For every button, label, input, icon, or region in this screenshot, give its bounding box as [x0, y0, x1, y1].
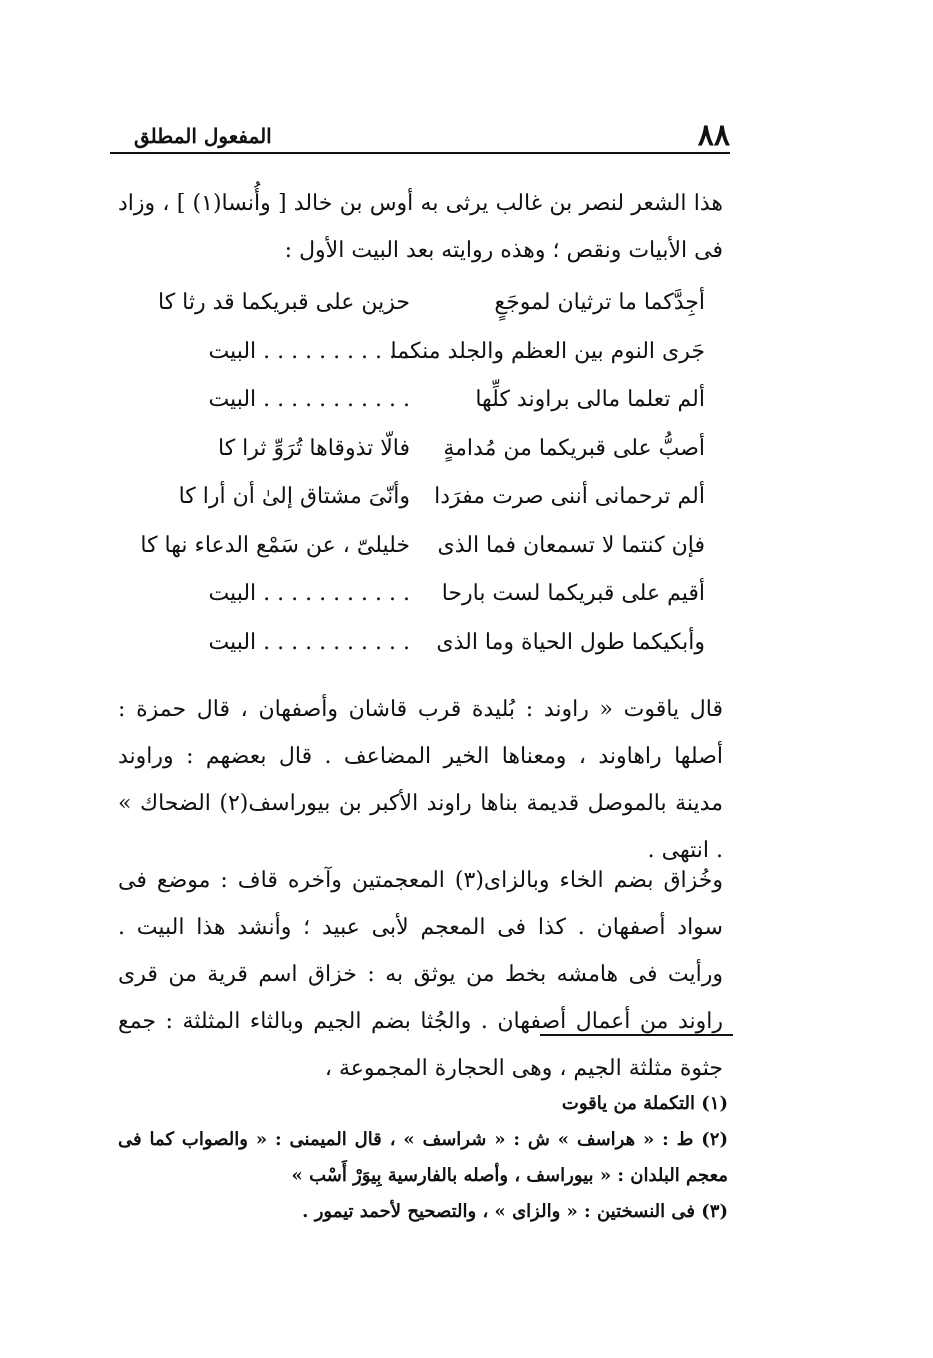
verse-first-hemistich: جَرى النوم بين العظم والجلد منكما	[390, 338, 705, 364]
verse-second-hemistich: . . . . . . . . . . . البيت	[208, 387, 410, 412]
verse-first-hemistich: ألم ترحمانى أننى صرت مفرَدا	[434, 484, 705, 509]
verse-second-hemistich: حزين على قبريكما قد رثا كا	[157, 290, 410, 315]
verse-first-hemistich: وأبكيكما طول الحياة وما الذى	[436, 629, 705, 655]
verse-second-hemistich: وأنّىَ مشتاق إلىٰ أن أرا كا	[178, 484, 410, 509]
verse	[140, 339, 705, 388]
verse	[140, 484, 705, 533]
running-title: المفعول المطلق	[134, 124, 272, 148]
verse-second-hemistich: . . . . . . . . . . . البيت	[208, 581, 410, 606]
verse-first-hemistich: أقيم على قبريكما لست بارحا	[441, 581, 705, 606]
verse-first-hemistich: فإن كنتما لا تسمعان فما الذى	[437, 532, 705, 558]
verse	[140, 290, 705, 339]
poem	[140, 290, 705, 678]
verse	[140, 630, 705, 679]
verse-first-hemistich: أجِدَّكما ما ترثيان لموجَعٍ	[494, 290, 705, 315]
verse-second-hemistich: . . . . . . . . . . . البيت	[208, 629, 410, 655]
verse	[140, 436, 705, 485]
verse-first-hemistich: أصبُّ على قبريكما من مُدامةٍ	[443, 435, 705, 461]
verse	[140, 533, 705, 582]
verse-second-hemistich: فالّا تذوقاها تُرَوِّ ثرا كا	[218, 435, 410, 461]
intro-paragraph: هذا الشعر لنصر بن غالب يرثى به أوس بن خالد [ وأُنسا(١) ] ، وزاد فى الأبيات ونقص ؛ وهذه روايته بعد البيت الأول :	[118, 191, 723, 263]
verse	[140, 387, 705, 436]
header-rule	[110, 152, 730, 154]
footnotes	[118, 1086, 728, 1230]
footnote-2: (٢) ط : « هراسف » ش : « شراسف » ، قال الميمنى : « والصواب كما فى معجم البلدان : « بيوراسف ، وأصله بالفارسية بِيوَرْ أَسْب »	[118, 1129, 728, 1186]
footnote-1: (١) التكملة من ياقوت	[561, 1093, 728, 1114]
verse-second-hemistich: . . . . . . . . . . . البيت	[208, 338, 410, 364]
verse-first-hemistich: ألم تعلما مالى براوند كلِّها	[475, 387, 705, 412]
footnote-rule	[540, 1034, 733, 1036]
verse	[140, 581, 705, 630]
khuzaq-paragraph: وخُزاق بضم الخاء وبالزاى(٣) المعجمتين وآخره قاف : موضع فى سواد أصفهان . كذا فى المعجم لأبى عبيد ؛ وأنشد هذا البيت . ورأيت فى هامشه بخط من يوثق به : خزاق اسم قرية من قرى راوند من أعمال أصفهان . والجُثا بضم الجيم وبالثاء المثلثة : جمع جثوة مثلثة الجيم ، وهى الحجارة المجموعة ،	[118, 868, 724, 1081]
verse-second-hemistich: خليلىّ ، عن سَمْع الدعاء نها كا	[140, 532, 410, 558]
page-number: ٨٨	[697, 118, 730, 153]
page-header	[110, 118, 730, 156]
footnote-3: (٣) فى النسختين : « والزاى » ، والتصحيح لأحمد تيمور .	[302, 1201, 728, 1222]
yaqut-quote-paragraph: قال ياقوت « راوند : بُليدة قرب قاشان وأصفهان ، قال حمزة : أصلها راهاوند ، ومعناها الخير المضاعف . قال بعضهم : وراوند مدينة بالموصل قديمة بناها راوند الأكبر بن بيوراسف(٢) الضحاك » . انتهى .	[118, 697, 723, 863]
